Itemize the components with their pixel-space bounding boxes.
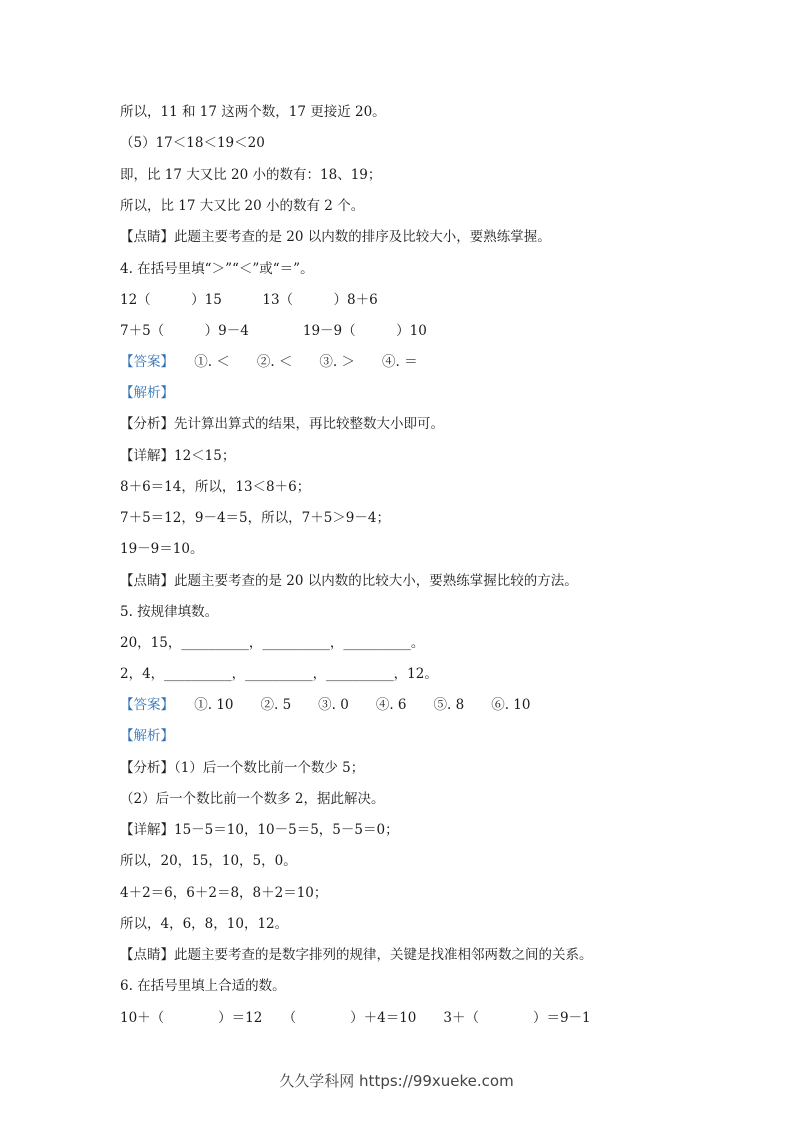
analysis-label: 【解析】 bbox=[120, 385, 174, 401]
text-line: 4＋2＝6，6＋2＝8，8＋2＝10； bbox=[120, 885, 328, 901]
answer-line bbox=[120, 696, 530, 714]
text-line: 所以，11 和 17 这两个数，17 更接近 20。 bbox=[120, 104, 386, 120]
analysis-label: 【解析】 bbox=[120, 728, 174, 744]
text-line: 19－9＝10。 bbox=[120, 541, 204, 557]
question-line: 20，15，__________，__________，__________。 bbox=[120, 635, 425, 651]
question-title: 5. 按规律填数。 bbox=[120, 604, 219, 620]
text-line: 【分析】（1）后一个数比前一个数少 5； bbox=[120, 760, 365, 776]
answer-values: ①. 10 ②. 5 ③. 0 ④. 6 ⑤. 8 ⑥. 10 bbox=[167, 697, 531, 713]
text-line: （2）后一个数比前一个数多 2，据此解决。 bbox=[120, 791, 385, 807]
comment-line: 【点睛】此题主要考查的是 20 以内数的排序及比较大小，要熟练掌握。 bbox=[120, 229, 551, 245]
answer-label: 【答案】 bbox=[120, 697, 168, 713]
text-line: 【详解】12＜15； bbox=[120, 448, 236, 464]
text-line: 即，比 17 大又比 20 小的数有：18、19； bbox=[120, 167, 382, 183]
comment-line: 【点睛】此题主要考查的是数字排列的规律，关键是找准相邻两数之间的关系。 bbox=[120, 947, 593, 963]
question-line: 2，4，__________，__________，__________，12。 bbox=[120, 666, 438, 682]
answer-label: 【答案】 bbox=[120, 354, 168, 370]
text-line: 所以，20，15，10，5，0。 bbox=[120, 853, 297, 869]
text-line: 7＋5＝12，9－4＝5，所以，7＋5＞9－4； bbox=[120, 510, 390, 526]
question-title: 6. 在括号里填上合适的数。 bbox=[120, 978, 286, 994]
footer-watermark: 久久学科网 https://99xueke.com bbox=[279, 1072, 514, 1090]
comment-line: 【点睛】此题主要考查的是 20 以内数的比较大小，要熟练掌握比较的方法。 bbox=[120, 573, 578, 589]
text-line: 【详解】15－5＝10，10－5＝5，5－5＝0； bbox=[120, 822, 399, 838]
question-line: 10＋（ ）＝12 （ ）＋4＝10 3＋（ ）＝9－1 bbox=[120, 1010, 591, 1026]
text-line: （5）17＜18＜19＜20 bbox=[120, 135, 265, 151]
question-line: 7＋5（ ）9－4 19－9（ ）10 bbox=[120, 323, 427, 339]
text-line: 【分析】先计算出算式的结果，再比较整数大小即可。 bbox=[120, 416, 444, 432]
text-line: 所以，比 17 大又比 20 小的数有 2 个。 bbox=[120, 198, 365, 214]
text-line: 8＋6＝14，所以，13＜8＋6； bbox=[120, 479, 311, 495]
answer-values: ①. ＜ ②. ＜ ③. ＞ ④. ＝ bbox=[167, 354, 418, 370]
text-line: 所以，4，6，8，10，12。 bbox=[120, 916, 289, 932]
question-line: 12（ ）15 13（ ）8＋6 bbox=[120, 292, 378, 308]
question-title: 4. 在括号里填“＞”“＜”或“＝”。 bbox=[120, 261, 314, 277]
answer-line bbox=[120, 353, 418, 371]
